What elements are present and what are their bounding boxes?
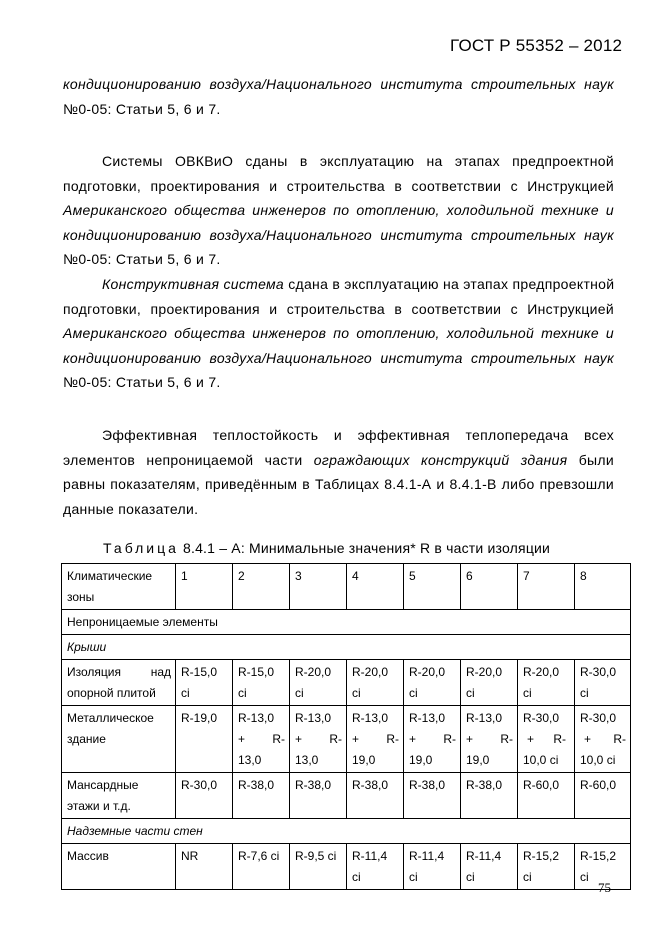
zone-column-header: 6 [461,564,518,610]
climate-zones-header: Климатические зоны [62,564,176,610]
table-cell: R-20,0 ci [461,660,518,706]
paragraph-line: Эффективная теплостойкость и эффективная теплопередача всех [102,427,614,443]
table-cell: R-30,0 + R- 10,0 ci [575,706,631,773]
paragraph-thermal-resistance [63,423,614,521]
table-cell: NR [176,844,233,890]
paragraph-line: №0-05: Статьи 5, 6 и 7. [63,100,221,117]
table-cell: R-11,4 ci [347,844,404,890]
table-cell: R-30,0 + R- 10,0 ci [518,706,575,773]
paragraph-line: кондиционированию воздуха/Национального института строительных наук [63,349,614,366]
section-above-grade-walls: Надземные части стен [62,819,631,844]
zone-column-header: 3 [290,564,347,610]
table-cell: R-20,0 ci [347,660,404,706]
paragraph-line: кондиционированию воздуха/Национального института строительных наук [63,226,614,243]
table-section-row [62,635,631,660]
table-cell: R-15,2 ci [518,844,575,890]
standard-header: ГОСТ Р 55352 – 2012 [450,36,623,55]
paragraph-structural-system [63,272,614,395]
table-cell: R-15,2 ci [575,844,631,890]
table-cell: R-7,6 ci [233,844,290,890]
row-label: Массив [62,844,176,890]
table-cell: R-38,0 [461,773,518,819]
page-number: 75 [598,880,611,895]
paragraph-line: элементов непроницаемой части ограждающих конструкций здания были [63,451,614,468]
paragraph-line: №0-05: Статьи 5, 6 и 7. [63,374,221,391]
table-cell: R-30,0 ci [575,660,631,706]
section-opaque-elements: Непроницаемые элементы [62,610,631,635]
table-cell: R-13,0 + R- 13,0 [290,706,347,773]
table-row-attic [62,773,631,819]
table-cell: R-38,0 [290,773,347,819]
table-cell: R-11,4 ci [461,844,518,890]
section-roofs: Крыши [62,635,631,660]
table-row-metal-building [62,706,631,773]
table-row-mass [62,844,631,890]
table-cell: R-9,5 ci [290,844,347,890]
table-cell: R-15,0 ci [233,660,290,706]
table-caption-text: 8.4.1 – А: Минимальные значения* R в части изоляции [178,540,551,556]
paragraph-line: Системы ОВКВиО сданы в эксплуатацию на этапах предпроектной [102,153,614,169]
table-header-row [62,564,631,610]
zone-column-header: 5 [404,564,461,610]
zone-column-header: 7 [518,564,575,610]
table-section-row [62,610,631,635]
paragraph-line: кондиционированию воздуха/Национального института строительных наук [63,76,614,92]
row-label: Металлическое здание [62,706,176,773]
table-cell: R-13,0 + R- 19,0 [461,706,518,773]
paragraph-line: Американского общества инженеров по отоплению, холодильной технике и [63,325,614,342]
paragraph-line: Конструктивная система сдана в эксплуатацию на этапах предпроектной [102,276,615,292]
table-section-row [62,819,631,844]
paragraph-line: данные показатели. [63,500,199,517]
table-row-insulation [62,660,631,706]
table-caption [103,540,550,556]
table-cell: R-38,0 [404,773,461,819]
zone-column-header: 4 [347,564,404,610]
paragraph-line: равны показателям, приведённым в Таблицах 8.4.1-А и 8.4.1-В либо превзошли [63,476,614,493]
table-cell: R-13,0 + R- 13,0 [233,706,290,773]
table-cell: R-38,0 [233,773,290,819]
zone-column-header: 1 [176,564,233,610]
insulation-table [61,563,631,890]
table-cell: R-19,0 [176,706,233,773]
table-cell: R-38,0 [347,773,404,819]
paragraph-line: №0-05: Статьи 5, 6 и 7. [63,251,221,268]
table-cell: R-20,0 ci [290,660,347,706]
row-label: Мансардные этажи и т.д. [62,773,176,819]
paragraph-hvac-systems [63,149,614,272]
table-cell: R-13,0 + R- 19,0 [347,706,404,773]
table-cell: R-20,0 ci [518,660,575,706]
table-cell: R-20,0 ci [404,660,461,706]
table-cell: R-60,0 [575,773,631,819]
table-cell: R-60,0 [518,773,575,819]
paragraph-line: подготовки, проектирования и строительства в соответствии с Инструкцией [63,300,614,317]
table-cell: R-30,0 [176,773,233,819]
table-cell: R-11,4 ci [404,844,461,890]
row-label: Изоляция над опорной плитой [62,660,176,706]
paragraph-line: подготовки, проектирования и строительства в соответствии с Инструкцией [63,177,614,194]
paragraph-line: Американского общества инженеров по отоплению, холодильной технике и [63,202,614,219]
table-caption-word: Таблица [103,540,179,556]
table-cell: R-13,0 + R- 19,0 [404,706,461,773]
table-cell: R-15,0 ci [176,660,233,706]
zone-column-header: 8 [575,564,631,610]
paragraph-continuation [63,72,614,121]
zone-column-header: 2 [233,564,290,610]
